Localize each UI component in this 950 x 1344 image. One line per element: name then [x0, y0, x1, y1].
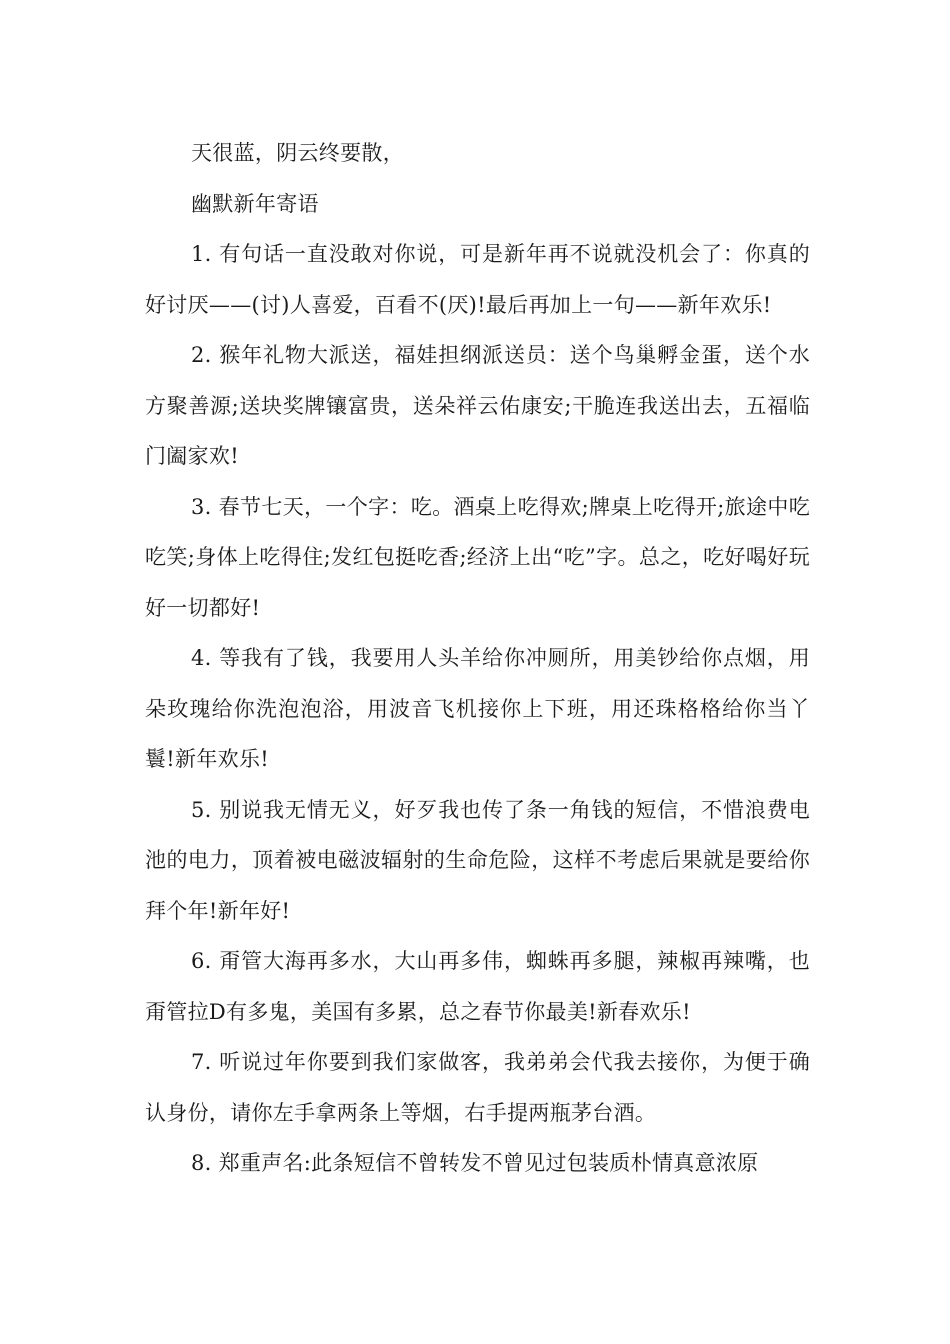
greeting-item-8: 8. 郑重声名:此条短信不曾转发不曾见过包装质朴情真意浓原 — [191, 1151, 759, 1175]
document-body — [145, 128, 810, 1189]
greeting-item-5: 5. 别说我无情无义，好歹我也传了条一角钱的短信，不惜浪费电池的电力，顶着被电磁波辐射的生命危险，这样不考虑后果就是要给你拜个年!新年好! — [145, 797, 810, 923]
greeting-item-3: 3. 春节七天，一个字：吃。酒桌上吃得欢;牌桌上吃得开;旅途中吃吃笑;身体上吃得住;发红包挺吃香;经济上出“吃”字。总之，吃好喝好玩好一切都好! — [145, 494, 810, 620]
intro-line: 天很蓝，阴云终要散， — [191, 141, 404, 165]
greeting-item-2: 2. 猴年礼物大派送，福娃担纲派送员：送个鸟巢孵金蛋，送个水方聚善源;送块奖牌镶富贵，送朵祥云佑康安;干脆连我送出去，五福临门阖家欢! — [145, 343, 810, 468]
greeting-item-1: 1. 有句话一直没敢对你说，可是新年再不说就没机会了：你真的好讨厌——(讨)人喜爱，百看不(厌)!最后再加上一句——新年欢乐! — [145, 242, 810, 317]
greeting-item-4: 4. 等我有了钱，我要用人头羊给你冲厕所，用美钞给你点烟，用朵玫瑰给你洗泡泡浴，用波音飞机接你上下班，用还珠格格给你当丫鬟!新年欢乐! — [145, 646, 810, 771]
greeting-item-6: 6. 甭管大海再多水，大山再多伟，蜘蛛再多腿，辣椒再辣嘴，也甭管拉D有多鬼，美国有多累，总之春节你最美!新春欢乐! — [145, 949, 810, 1024]
section-heading: 幽默新年寄语 — [191, 191, 319, 216]
greeting-item-7: 7. 听说过年你要到我们家做客，我弟弟会代我去接你，为便于确认身份，请你左手拿两条上等烟，右手提两瓶茅台酒。 — [145, 1050, 810, 1125]
